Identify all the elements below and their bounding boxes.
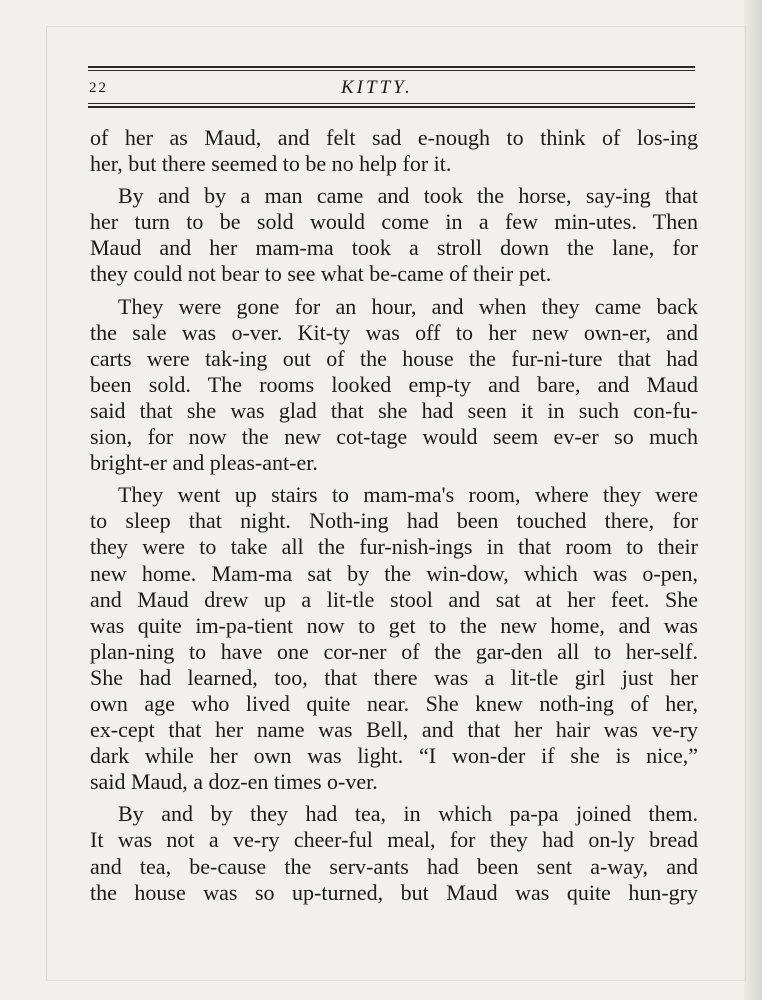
text-line: By and by they had tea, in which pa-pa joined them. — [118, 801, 698, 827]
text-line: sion, for now the new cot-tage would seem ev-er so much — [90, 424, 698, 450]
text-line: they could not bear to see what be-came of their pet. — [90, 261, 552, 287]
text-line: been sold. The rooms looked emp-ty and bare, and Maud — [90, 371, 698, 397]
text-line: new home. Mam-ma sat by the win-dow, which was o-pen, — [90, 560, 698, 586]
header-rule-bottom-thin — [88, 103, 695, 104]
text-line: Maud and her mam-ma took a stroll down the lane, for — [90, 235, 698, 261]
paragraph — [90, 183, 698, 287]
paragraph — [90, 801, 698, 905]
text-line: the house was so up-turned, but Maud was quite hun-gry — [90, 879, 698, 905]
text-line: By and by a man came and took the horse, say-ing that — [118, 183, 698, 209]
scan-edge — [744, 0, 762, 1000]
header-rule-bottom — [88, 106, 695, 108]
paragraph — [90, 482, 698, 795]
text-line: own age who lived quite near. She knew noth-ing of her, — [90, 690, 698, 716]
text-line: It was not a ve-ry cheer-ful meal, for they had on-ly bread — [90, 827, 698, 853]
body-text — [90, 125, 698, 906]
paragraph — [90, 125, 698, 177]
text-line: ex-cept that her name was Bell, and that her hair was ve-ry — [90, 717, 698, 743]
text-line: was quite im-pa-tient now to get to the new home, and was — [90, 612, 698, 638]
paragraph — [90, 294, 698, 477]
header-rule-top — [88, 66, 695, 68]
text-line: They were gone for an hour, and when they came back — [118, 293, 698, 319]
text-line: said Maud, a doz-en times o-ver. — [90, 769, 378, 795]
text-line: carts were tak-ing out of the house the fur-ni-ture that had — [90, 345, 698, 371]
text-line: and tea, be-cause the serv-ants had been sent a-way, and — [90, 853, 698, 879]
running-head: KITTY. — [341, 77, 413, 98]
text-line: They went up stairs to mam-ma's room, where they were — [118, 482, 698, 508]
text-line: dark while her own was light. “I won-der if she is nice,” — [90, 743, 698, 769]
text-line: She had learned, too, that there was a lit-tle girl just her — [90, 664, 698, 690]
text-line: her turn to be sold would come in a few min-utes. Then — [90, 209, 698, 235]
text-line: said that she was glad that she had seen it in such con-fu- — [90, 397, 698, 423]
text-line: of her as Maud, and felt sad e-nough to think of los-ing — [90, 125, 698, 150]
text-line: her, but there seemed to be no help for it. — [90, 151, 452, 177]
text-line: and Maud drew up a lit-tle stool and sat at her feet. She — [90, 586, 698, 612]
text-line: plan-ning to have one cor-ner of the gar-den all to her-self. — [90, 638, 698, 664]
text-line: the sale was o-ver. Kit-ty was off to her new own-er, and — [90, 319, 698, 345]
page-number: 22 — [89, 80, 108, 96]
text-line: bright-er and pleas-ant-er. — [90, 450, 318, 476]
text-line: to sleep that night. Noth-ing had been touched there, for — [90, 508, 698, 534]
text-line: they were to take all the fur-nish-ings in that room to their — [90, 534, 698, 560]
header-rule-top-thin — [88, 70, 695, 71]
